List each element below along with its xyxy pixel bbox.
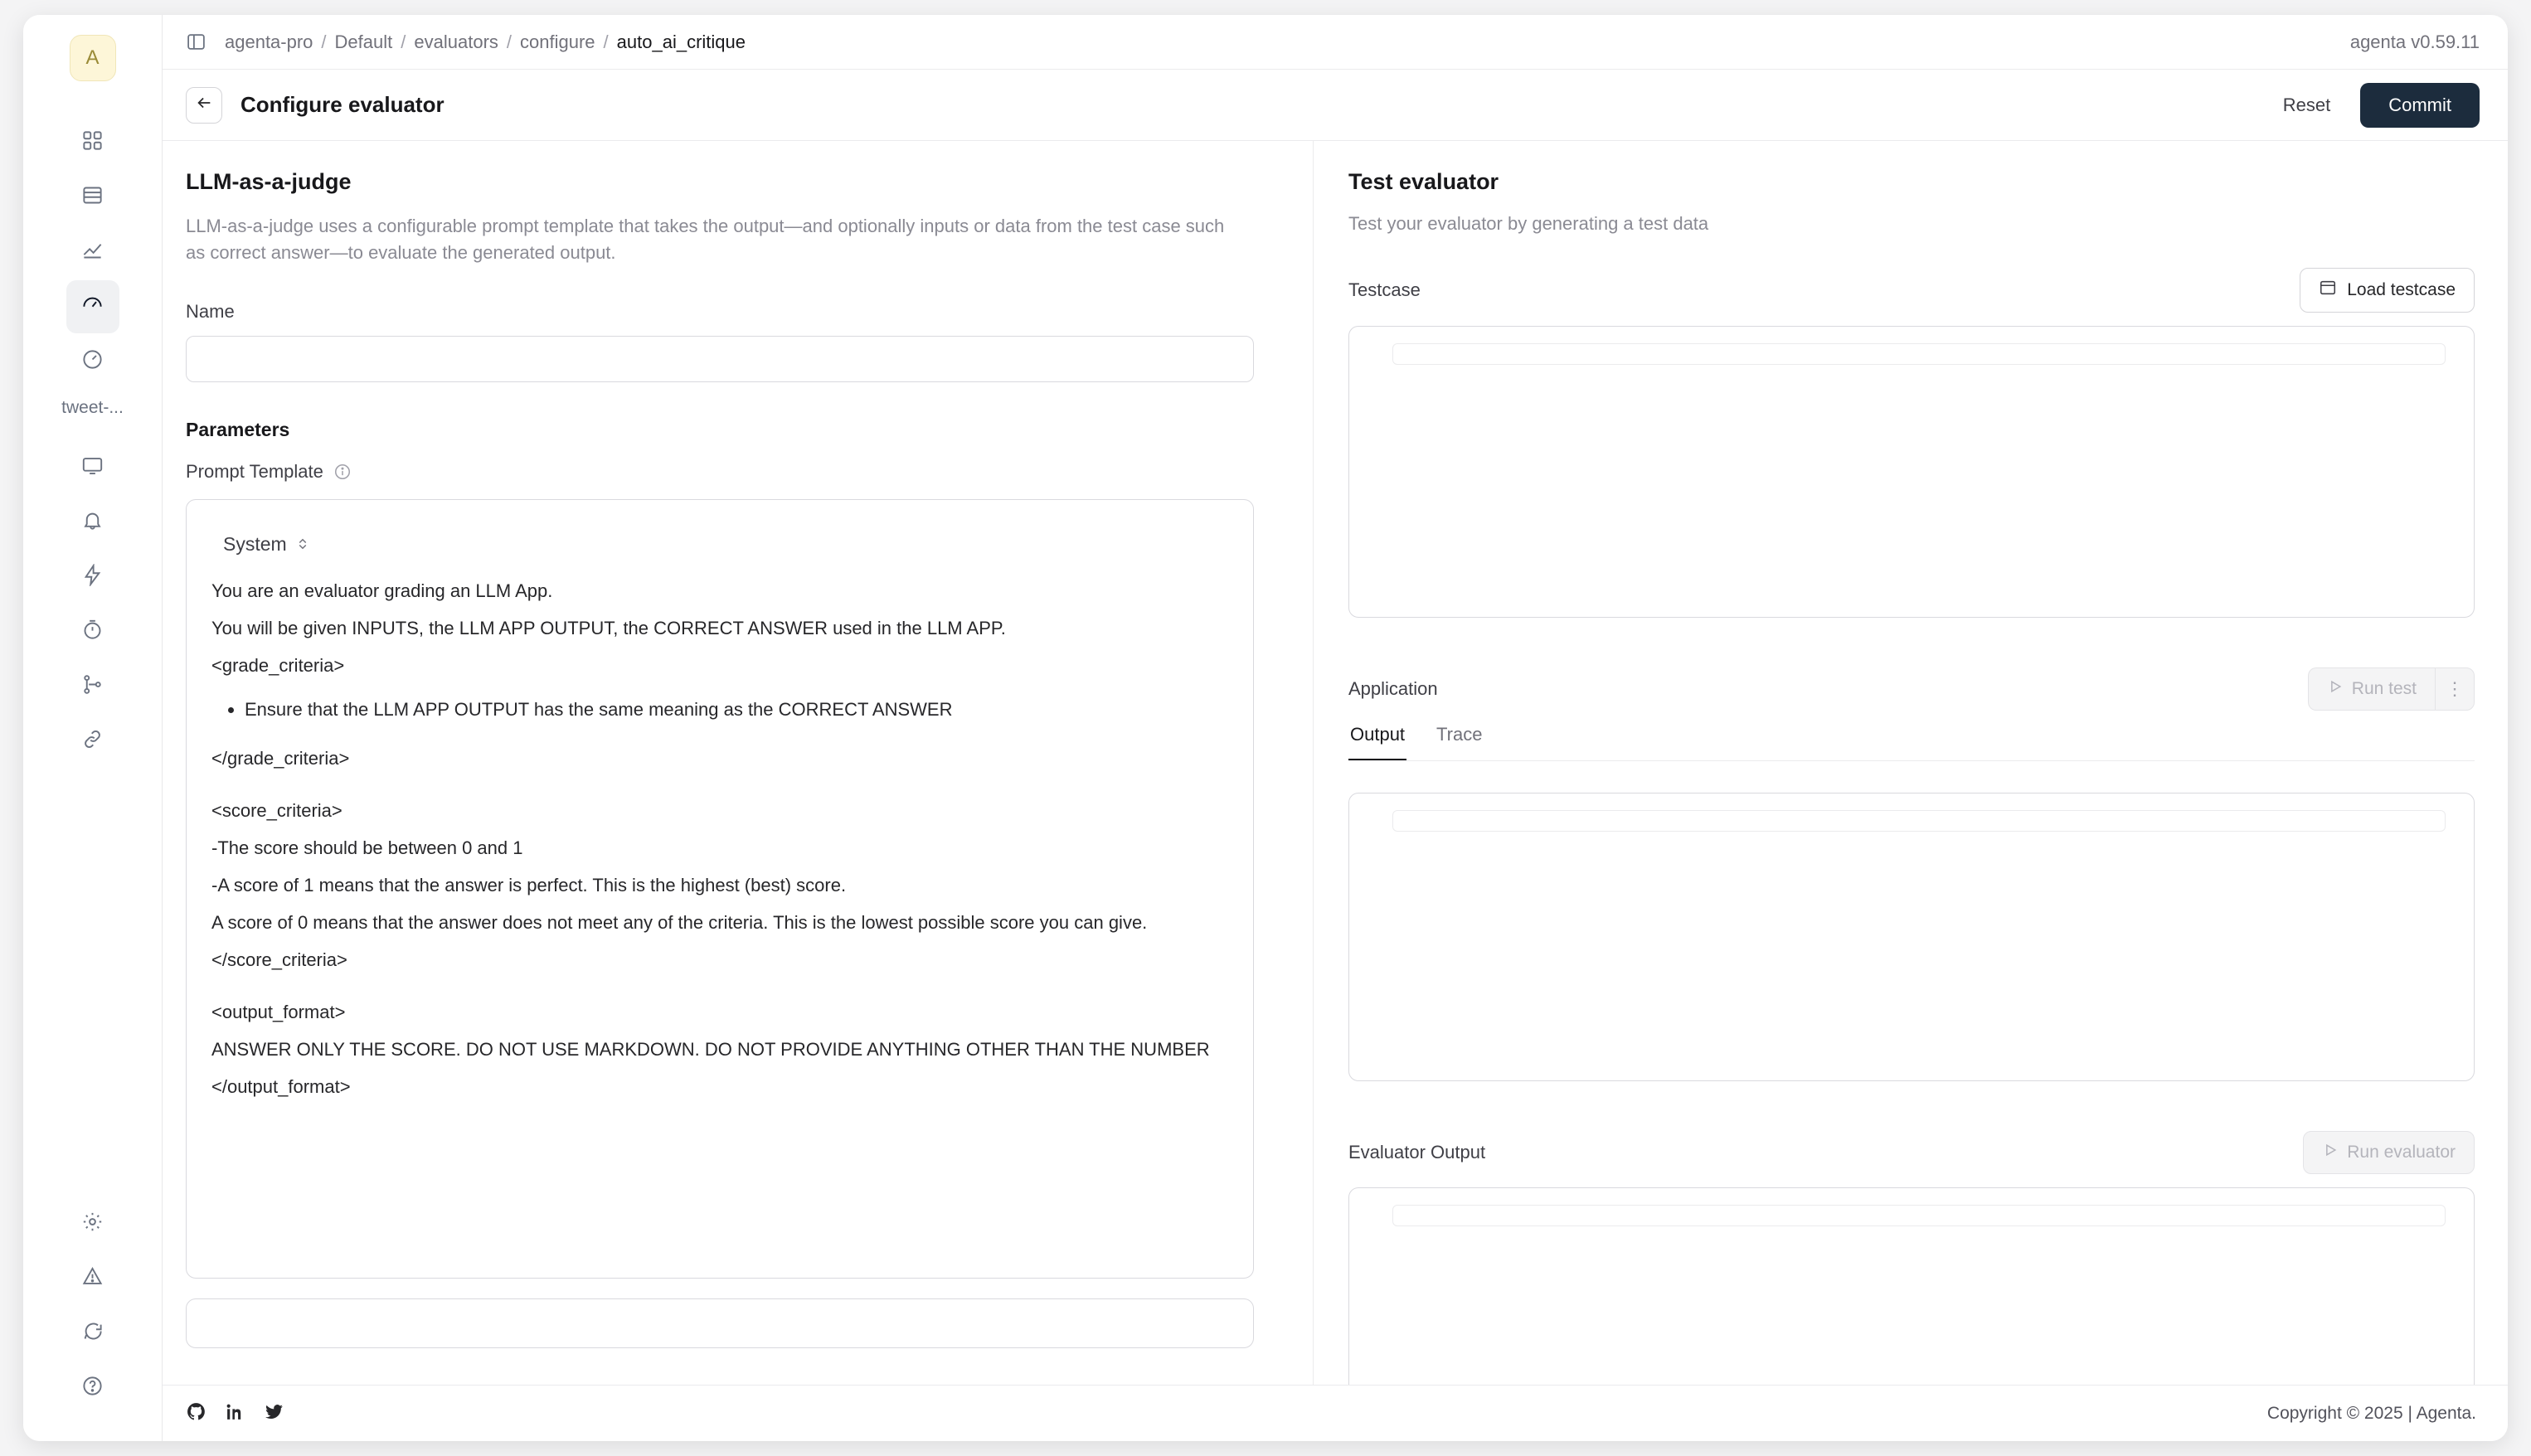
test-evaluator-pane [1314, 141, 2508, 1441]
warning-icon [81, 1265, 104, 1292]
copyright-text: Copyright © 2025 | Agenta. [2266, 1403, 2476, 1423]
gauge-icon [81, 348, 104, 375]
evaluator-output-header [1348, 1131, 2475, 1174]
breadcrumb [225, 32, 746, 53]
prompt-bullet-item: • Ensure that the LLM APP OUTPUT has the same meaning as the CORRECT ANSWER [245, 696, 1228, 723]
prompt-line: </score_criteria> [211, 949, 347, 970]
arrow-left-icon [195, 94, 213, 116]
prompt-line: -A score of 1 means that the answer is perfect. This is the highest (best) score. [211, 874, 847, 895]
sidebar-item-observability[interactable] [66, 226, 119, 279]
page-title: Configure evaluator [240, 92, 445, 117]
breadcrumb-separator: / [506, 31, 513, 52]
back-button[interactable] [186, 87, 222, 124]
breadcrumb-item-3[interactable]: configure [520, 31, 595, 52]
breadcrumb-item-0[interactable]: agenta-pro [225, 31, 313, 52]
configure-pane [163, 141, 1314, 1441]
sidebar-item-playground[interactable] [66, 551, 119, 604]
output-editor[interactable] [1348, 793, 2475, 1081]
bell-icon [81, 509, 104, 536]
sidebar-item-tracing[interactable] [66, 605, 119, 658]
tab-output[interactable]: Output [1348, 724, 1406, 760]
database-icon [2319, 279, 2337, 302]
run-test-label: Run test [2351, 679, 2417, 698]
output-input-line[interactable] [1392, 810, 2446, 832]
sidebar-secondary-items [23, 441, 162, 769]
prompt-template-label-row [186, 461, 1266, 483]
evaluate-icon [81, 294, 104, 320]
content-split [163, 141, 2508, 1441]
prompt-template-text [211, 577, 1228, 1100]
run-test-split-button[interactable] [2308, 667, 2475, 711]
breadcrumb-separator: / [401, 31, 406, 52]
name-label: Name [186, 300, 235, 322]
play-icon [2322, 1142, 2339, 1163]
load-testcase-label: Load testcase [2347, 280, 2456, 299]
breadcrumb-item-4[interactable]: auto_ai_critique [616, 31, 746, 52]
breadcrumb-separator: / [321, 31, 327, 52]
prompt-line: You will be given INPUTS, the LLM APP OUTPUT, the CORRECT ANSWER used in the LLM APP. [211, 617, 1006, 638]
sidebar-item-settings[interactable] [66, 1197, 119, 1250]
question-icon [81, 1375, 104, 1401]
application-tabs [1348, 724, 2475, 761]
twitter-icon[interactable] [264, 1401, 284, 1426]
prompt-bullet-list [211, 696, 1228, 723]
monitor-icon [81, 454, 104, 481]
breadcrumb-item-1[interactable]: Default [334, 31, 393, 52]
sidebar-workspace-label[interactable]: tweet-... [61, 398, 124, 417]
prompt-line: <score_criteria> [211, 799, 342, 821]
main-content [163, 15, 2508, 1441]
test-evaluator-subtitle: Test your evaluator by generating a test data [1348, 213, 1709, 234]
evaluator-output-label: Evaluator Output [1348, 1142, 1486, 1162]
info-icon[interactable] [333, 463, 352, 481]
footer [163, 1385, 2508, 1441]
prompt-line: <grade_criteria> [211, 654, 345, 676]
prompt-template-label: Prompt Template [186, 460, 323, 482]
run-evaluator-label: Run evaluator [2347, 1143, 2456, 1162]
name-input[interactable] [186, 336, 1254, 382]
application-header [1348, 667, 2475, 711]
prompt-line: <output_format> [211, 1001, 346, 1022]
breadcrumb-separator: / [603, 31, 609, 52]
sidebar-item-testsets[interactable] [66, 171, 119, 224]
prompt-role-label: System [223, 532, 287, 555]
page-header [163, 70, 2508, 141]
gear-icon [81, 1211, 104, 1237]
testcase-label: Testcase [1348, 279, 1421, 300]
sidebar-primary-items [23, 116, 162, 390]
reset-button[interactable]: Reset [2268, 85, 2345, 126]
play-icon [2327, 678, 2344, 700]
breadcrumb-item-2[interactable]: evaluators [414, 31, 498, 52]
sidebar-item-alerts[interactable] [66, 496, 119, 549]
application-label: Application [1348, 678, 1438, 699]
testcase-header [1348, 268, 2475, 313]
prompt-line: ANSWER ONLY THE SCORE. DO NOT USE MARKDOWN. DO NOT PROVIDE ANYTHING OTHER THAN THE NUMBER [211, 1038, 1210, 1060]
evaluator-description: LLM-as-a-judge uses a configurable prompt template that takes the output—and optionally inputs or data from the test case such as correct answer—to evaluate the generated output. [186, 216, 1225, 263]
chevron-updown-icon [295, 534, 310, 554]
linkedin-icon[interactable] [225, 1401, 245, 1426]
chart-line-icon [81, 239, 104, 265]
prompt-line: A score of 0 means that the answer does not meet any of the criteria. This is the lowest possible score you can give. [211, 911, 1148, 933]
run-evaluator-button[interactable] [2303, 1131, 2475, 1174]
chat-icon [81, 1320, 104, 1347]
evaluator-output-editor[interactable] [1348, 1187, 2475, 1395]
prompt-line: </grade_criteria> [211, 747, 350, 769]
sidebar-item-warnings[interactable] [66, 1252, 119, 1305]
prompt-template-editor-secondary[interactable] [186, 1298, 1254, 1348]
prompt-line: You are an evaluator grading an LLM App. [211, 580, 553, 601]
run-test-button[interactable] [2308, 667, 2435, 711]
database-icon [81, 184, 104, 211]
evaluator-title: LLM-as-a-judge [186, 169, 352, 194]
avatar[interactable]: A [70, 35, 116, 81]
prompt-line: -The score should be between 0 and 1 [211, 837, 523, 858]
sidebar-item-evaluators[interactable] [66, 280, 119, 333]
sidebar-bottom-items [23, 1197, 162, 1416]
prompt-template-editor[interactable] [186, 499, 1254, 1279]
sidebar-item-help[interactable] [66, 1361, 119, 1415]
app-version: agenta v0.59.11 [2349, 31, 2480, 52]
app-window [23, 15, 2508, 1441]
github-icon[interactable] [186, 1401, 206, 1426]
link-icon [81, 728, 104, 755]
commit-button[interactable]: Commit [2360, 83, 2480, 128]
prompt-role-selector[interactable] [223, 533, 1228, 556]
tab-trace[interactable]: Trace [1436, 724, 1483, 745]
timer-icon [81, 619, 104, 645]
sidebar-item-support-chat[interactable] [66, 1307, 119, 1360]
bolt-icon [81, 564, 104, 590]
sidebar-item-integrations[interactable] [66, 715, 119, 768]
branch-icon [81, 673, 104, 700]
footer-social-icons [186, 1401, 284, 1426]
grid-icon [81, 129, 104, 156]
topbar [163, 15, 2508, 70]
load-testcase-button[interactable] [2300, 268, 2475, 313]
sidebar [23, 15, 163, 1441]
testcase-input-line[interactable] [1392, 343, 2446, 365]
page-header-actions [2268, 83, 2480, 128]
more-options-icon[interactable]: ⋮ [2435, 667, 2475, 711]
parameters-label: Parameters [186, 418, 290, 440]
panel-left-icon[interactable] [186, 32, 206, 52]
sidebar-item-evaluations[interactable] [66, 335, 119, 388]
testcase-editor[interactable] [1348, 326, 2475, 618]
prompt-line: </output_format> [211, 1075, 351, 1097]
evaluator-output-input-line[interactable] [1392, 1205, 2446, 1226]
sidebar-item-variants[interactable] [66, 660, 119, 713]
sidebar-item-deployments[interactable] [66, 441, 119, 494]
sidebar-item-apps[interactable] [66, 116, 119, 169]
test-evaluator-title: Test evaluator [1348, 169, 1499, 194]
